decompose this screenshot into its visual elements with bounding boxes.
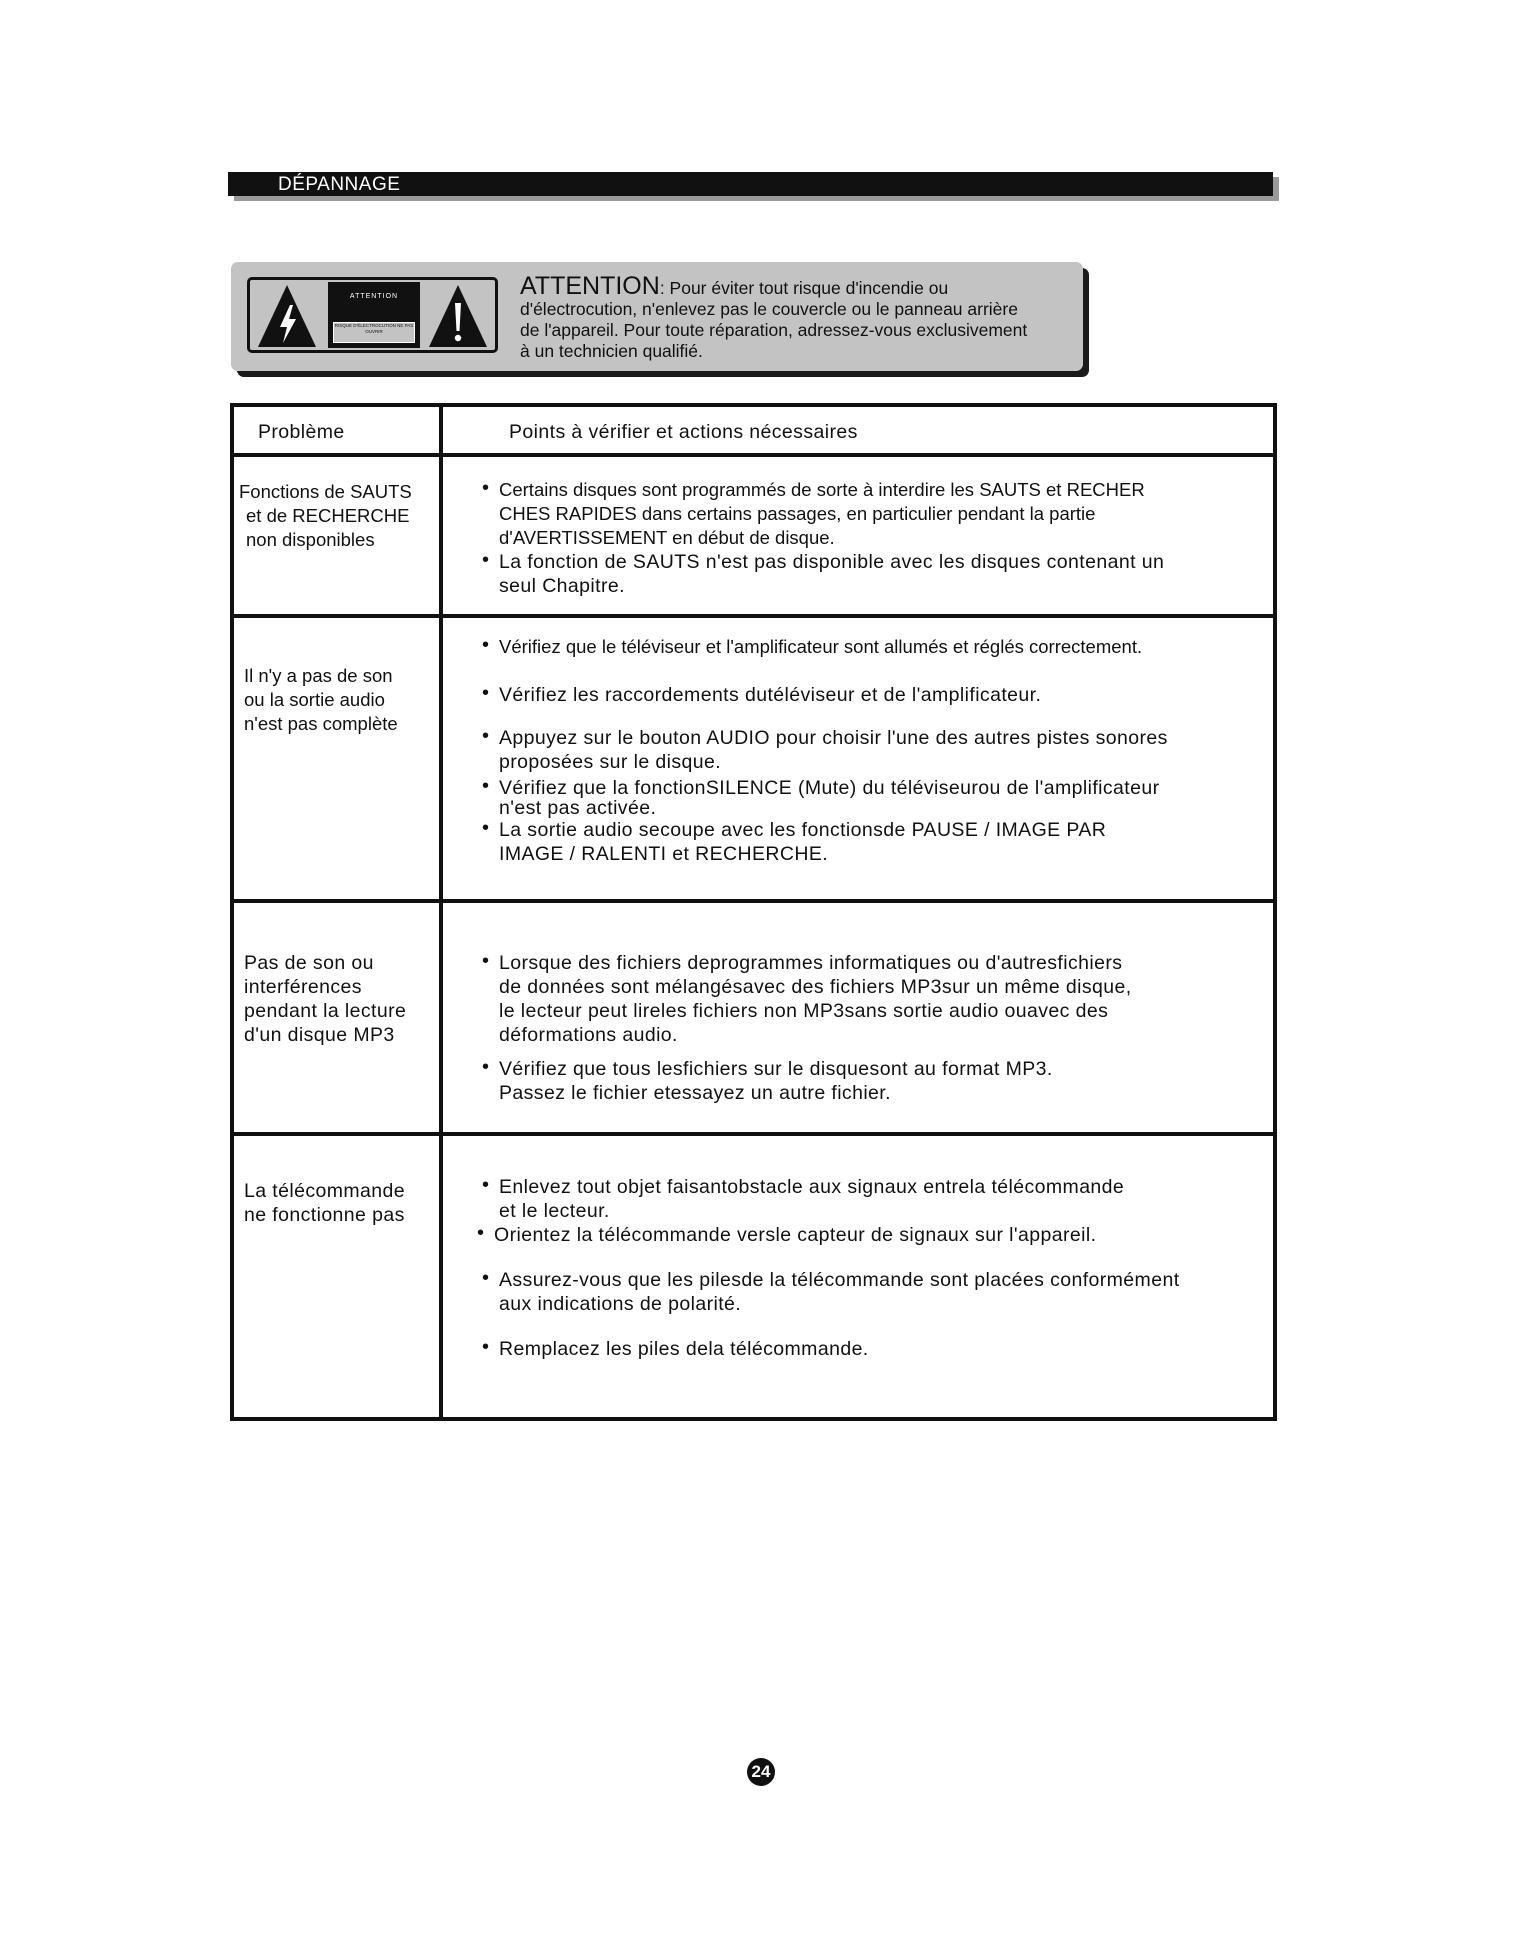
action-line: seul Chapitre. [499,575,625,597]
actions-cell [482,478,1272,598]
problem-cell [239,480,429,552]
warning-box [231,262,1083,371]
problem-line: interférences [244,976,362,998]
action-item [482,1175,1272,1223]
action-line: d'AVERTISSEMENT en début de disque. [499,527,835,548]
warning-line: : Pour éviter tout risque d'incendie ou [659,278,949,298]
problem-line: ne fonctionne pas [244,1204,405,1226]
actions-cell [482,635,1272,885]
action-line: • Orientez la télécommande versle capteur de signaux sur l'appareil. [494,1224,1097,1246]
exclamation-warning-icon [427,283,489,349]
problem-line: pendant la lecture [244,1000,407,1022]
action-line: • La sortie audio secoupe avec les fonctionsde PAUSE / IMAGE PAR [499,819,1107,841]
problem-line: n'est pas complète [244,713,398,734]
action-line: proposées sur le disque. [499,751,722,773]
action-item [482,550,1272,598]
action-item [482,635,1272,659]
warning-label-block [328,282,420,348]
action-line: • Assurez-vous que les pilesde la télécommande sont placées conformément [499,1269,1180,1291]
action-line: • Vérifiez que tous lesfichiers sur le disquesont au format MP3. [499,1058,1053,1080]
row-divider [234,899,1273,903]
action-line: déformations audio. [499,1024,678,1046]
actions-cell [482,951,1272,1105]
warning-graphic-label: ATTENTION [349,293,399,300]
action-line: et le lecteur. [499,1200,610,1222]
problem-cell [244,664,434,736]
action-item [482,951,1272,1047]
problem-cell [244,1179,434,1227]
section-header-bar [228,172,1273,196]
problem-line: et de RECHERCHE [246,505,410,526]
action-item [482,1057,1272,1105]
section-title: DÉPANNAGE [278,174,401,195]
action-item [477,1223,1272,1247]
warning-graphic-sublabel: RISQUE D'ÉLECTROCUTION NE PAS OUVRIR [333,322,415,343]
warning-text [520,272,1075,362]
problem-line: d'un disque MP3 [244,1024,395,1046]
action-item [482,1337,1272,1361]
action-line: IMAGE / RALENTI et RECHERCHE. [499,843,829,865]
action-line: • Vérifiez que la fonctionSILENCE (Mute) du téléviseurou de l'amplificateur [499,777,1160,799]
warning-line: d'électrocution, n'enlevez pas le couvercle ou le panneau arrière [520,299,1018,319]
action-line: • Lorsque des fichiers deprogrammes informatiques ou d'autresfichiers [499,952,1123,974]
action-line: aux indications de polarité. [499,1293,742,1315]
action-item [482,778,1272,818]
warning-graphic [247,277,498,353]
page-number: 24 [747,1758,775,1786]
action-item [482,478,1272,550]
problem-line: ou la sortie audio [244,689,385,710]
action-line: • La fonction de SAUTS n'est pas disponible avec les disques contenant un [499,551,1165,573]
action-item [482,726,1272,774]
column-header-problem: Problème [258,421,345,443]
row-divider [234,1132,1273,1136]
problem-line: Il n'y a pas de son [244,665,393,686]
action-line: n'est pas activée. [499,797,657,819]
problem-line: non disponibles [246,529,375,550]
action-line: • Vérifiez que le téléviseur et l'amplificateur sont allumés et réglés correctement. [499,636,1143,657]
action-line: de données sont mélangésavec des fichiers MP3sur un même disque, [499,976,1132,998]
column-header-actions: Points à vérifier et actions nécessaires [509,421,858,443]
problem-line: La télécommande [244,1180,406,1202]
column-divider [439,407,443,1417]
problem-line: Pas de son ou [244,952,374,974]
troubleshooting-table [230,403,1277,1421]
problem-line: Fonctions de SAUTS [239,481,412,502]
lightning-warning-icon [256,283,318,349]
action-item [482,818,1272,866]
action-line: • Certains disques sont programmés de sorte à interdire les SAUTS et RECHER [499,479,1145,500]
action-line: • Remplacez les piles dela télécommande. [499,1338,869,1360]
action-line: CHES RAPIDES dans certains passages, en particulier pendant la partie [499,503,1096,524]
action-line: le lecteur peut lireles fichiers non MP3sans sortie audio ouavec des [499,1000,1109,1022]
action-line: • Vérifiez les raccordements dutéléviseur et de l'amplificateur. [499,684,1042,706]
warning-line: à un technicien qualifié. [520,341,703,361]
action-line: • Appuyez sur le bouton AUDIO pour choisir l'une des autres pistes sonores [499,727,1168,749]
row-divider [234,614,1273,618]
row-divider [234,453,1273,457]
action-item [482,1268,1272,1316]
action-line: Passez le fichier etessayez un autre fichier. [499,1082,891,1104]
warning-line: de l'appareil. Pour toute réparation, adressez-vous exclusivement [520,320,1028,340]
action-line: • Enlevez tout objet faisantobstacle aux signaux entrela télécommande [499,1176,1125,1198]
actions-cell [482,1175,1272,1361]
warning-title: ATTENTION [520,272,660,300]
problem-cell [244,951,434,1047]
action-item [482,683,1272,707]
